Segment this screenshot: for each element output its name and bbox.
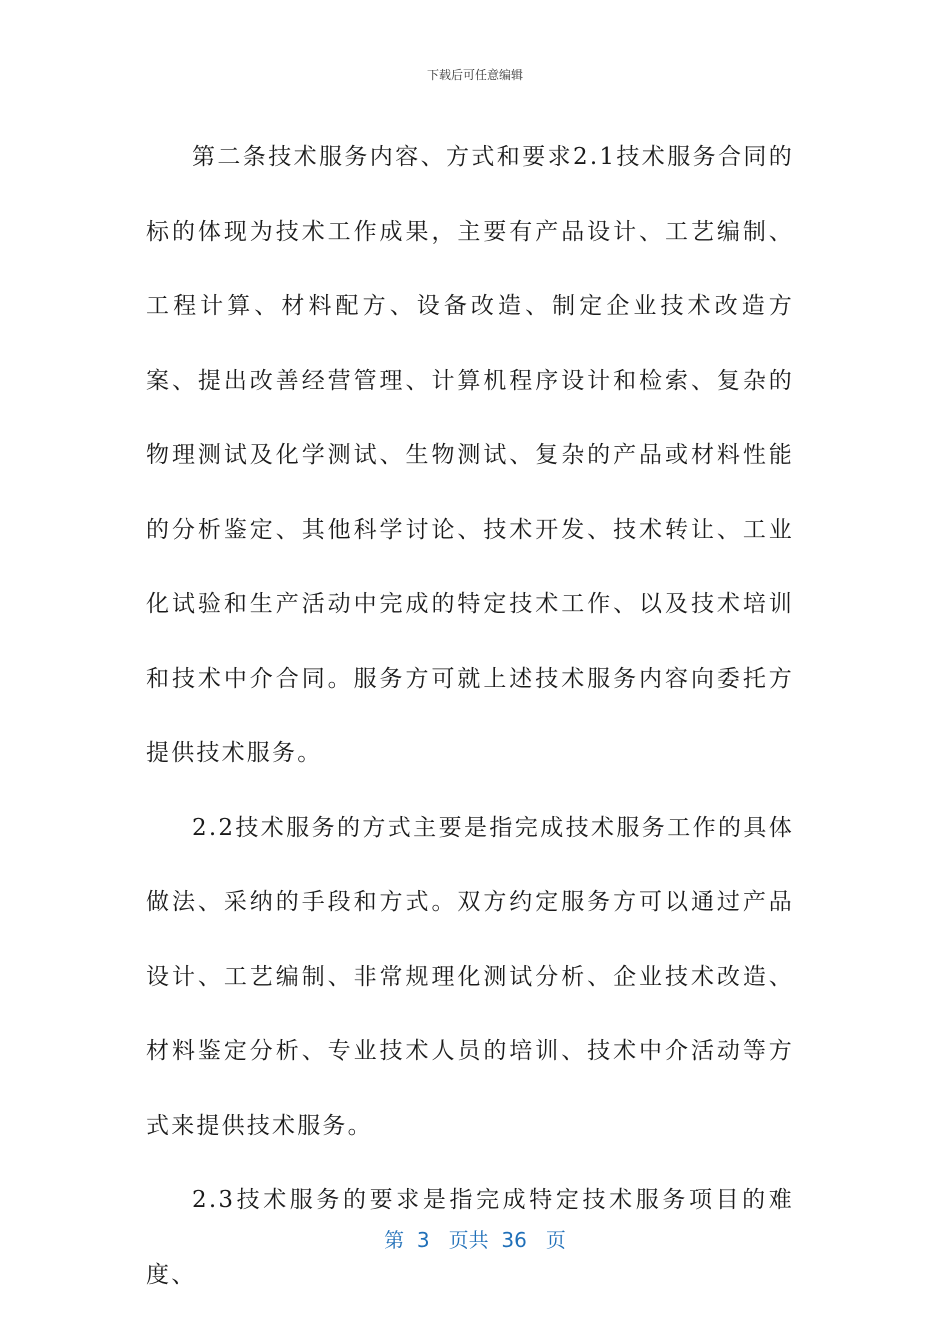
page-number-footer: 第 3 页共 36 页: [384, 1228, 566, 1252]
header-note: 下载后可任意编辑: [426, 68, 523, 82]
paragraph-section-2-2: 2.2技术服务的方式主要是指完成技术服务工作的具体做法、采纳的手段和方式。双方约定服务方可以通过产品设计、工艺编制、非常规理化测试分析、企业技术改造、材料鉴定分析、专业技术人员的培训、技术中介活动等方式来提供技术服务。: [146, 814, 794, 1139]
document-body: [146, 120, 794, 1312]
paragraph-section-2-3: 2.3技术服务的要求是指完成特定技术服务项目的难度、: [146, 1187, 794, 1288]
paragraph-section-2-1: 第二条技术服务内容、方式和要求2.1技术服务合同的标的体现为技术工作成果，主要有产品设计、工艺编制、工程计算、材料配方、设备改造、制定企业技术改造方案、提出改善经营管理、计算机程序设计和检索、复杂的物理测试及化学测试、生物测试、复杂的产品或材料性能的分析鉴定、其他科学讨论、技术开发、技术转让、工业化试验和生产活动中完成的特定技术工作、以及技术培训和技术中介合同。服务方可就上述技术服务内容向委托方提供技术服务。: [146, 144, 794, 766]
